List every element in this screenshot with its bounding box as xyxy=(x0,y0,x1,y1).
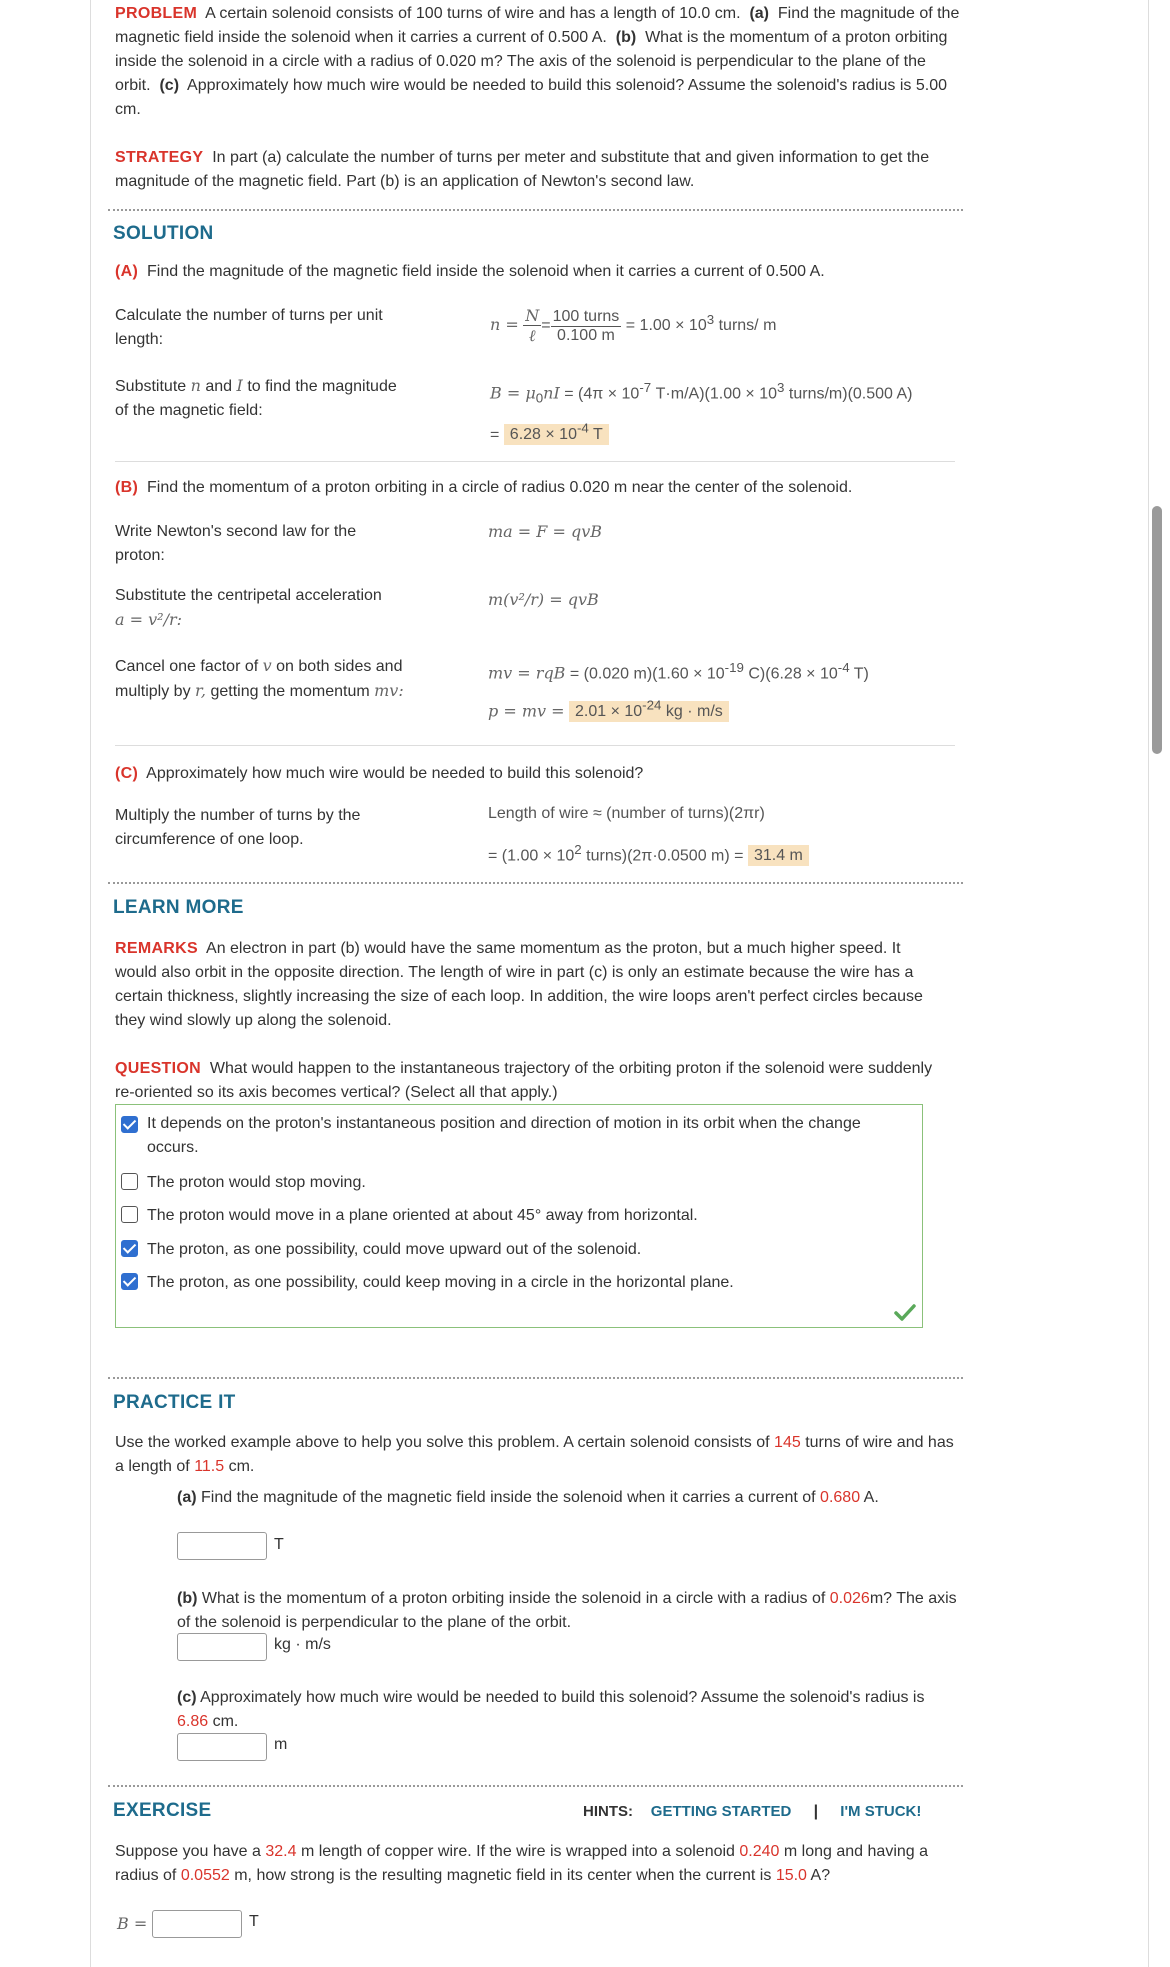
part-a-step2-equation xyxy=(490,380,913,406)
part-label: (b) xyxy=(177,1590,198,1607)
problem-a-label: (a) xyxy=(749,5,769,22)
divider xyxy=(115,461,955,462)
option-checkbox[interactable] xyxy=(121,1116,138,1133)
exercise-text xyxy=(115,1840,960,1888)
option-label[interactable]: It depends on the proton's instantaneous position and direction of motion in its orbit when the change occurs. xyxy=(147,1115,861,1156)
problem-b-label: (b) xyxy=(615,29,637,46)
part-label: (c) xyxy=(177,1689,197,1706)
text: What is the momentum of a proton orbiting inside the solenoid in a circle with a radius of xyxy=(201,1590,826,1607)
eq-lhs: n = xyxy=(490,315,519,335)
frac-den: 0.100 m xyxy=(557,326,615,344)
part-a-step2-text xyxy=(115,374,405,423)
text: turns of wire and has a length of xyxy=(115,1434,954,1475)
eq-sub: 0 xyxy=(535,390,544,406)
eq-exp: -19 xyxy=(724,660,744,675)
question-text: What would happen to the instantaneous trajectory of the orbiting proton if the solenoid were suddenly re-oriented so its axis becomes vertical? (Select all that apply.) xyxy=(115,1060,933,1101)
divider xyxy=(115,745,955,746)
hint-separator: | xyxy=(813,1803,819,1820)
problem-label: PROBLEM xyxy=(115,5,198,22)
practice-c-question xyxy=(177,1686,957,1734)
text: to find the magnitude of the magnetic field: xyxy=(115,378,397,419)
answer-value: 2.01 × 10 xyxy=(574,703,643,721)
value-radius: 0.026 xyxy=(829,1590,870,1607)
answer-unit: T xyxy=(592,426,603,444)
text: m, how strong is the resulting magnetic field in its center when the current is xyxy=(234,1867,772,1884)
value-radius: 0.0552 xyxy=(180,1867,230,1884)
part-a-step1-equation: n = $\frac{N}{\text{ℓ}}$ = $\frac{\text{100 turns}}{0.100 m}$ = $1.00 \times 10^3$ turns/ m xyxy=(490,306,777,345)
text: A. xyxy=(863,1489,879,1506)
remarks-label: REMARKS xyxy=(115,940,198,957)
remarks-section xyxy=(115,937,935,1033)
value-turns: 145 xyxy=(774,1434,801,1451)
strategy-label: STRATEGY xyxy=(115,149,204,166)
practice-intro xyxy=(115,1431,955,1479)
practice-a-question xyxy=(177,1486,957,1510)
option-label[interactable]: The proton would stop moving. xyxy=(147,1174,366,1191)
text: Use the worked example above to help you solve this problem. A certain solenoid consists of xyxy=(115,1434,770,1451)
page-frame-right xyxy=(1148,0,1149,1967)
answer-exp: -24 xyxy=(642,698,662,713)
hint-im-stuck-link[interactable]: I'M STUCK! xyxy=(840,1803,922,1820)
practice-a-answer-input[interactable] xyxy=(177,1532,267,1560)
eq-exp: -4 xyxy=(837,660,850,675)
solution-heading: SOLUTION xyxy=(113,223,214,244)
practice-b-question xyxy=(177,1587,957,1635)
part-a-title xyxy=(115,263,965,281)
eq-exp: -7 xyxy=(639,380,652,395)
eq-rhs: C)(6.28 × 10 xyxy=(748,665,838,683)
practice-a-unit: T xyxy=(274,1536,284,1553)
text: A? xyxy=(810,1867,831,1884)
practice-c-answer-input[interactable] xyxy=(177,1733,267,1761)
part-a-step1-text: Calculate the number of turns per unit length: xyxy=(115,307,383,348)
part-b-title xyxy=(115,479,965,497)
practice-c-unit: m xyxy=(274,1736,288,1753)
eq-lhs: B = μ xyxy=(490,383,536,403)
highlighted-answer xyxy=(504,421,609,445)
learn-more-heading: LEARN MORE xyxy=(113,897,244,918)
eq-lhs-b: nI xyxy=(543,383,560,403)
eq-rhs: T·m/A)(1.00 × 10 xyxy=(655,385,778,403)
exercise-answer-unit: T xyxy=(249,1913,259,1930)
divider xyxy=(108,209,963,211)
var-n: n xyxy=(190,376,201,395)
problem-c-text: Approximately how much wire would be needed to build this solenoid? Assume the solenoid's radius is 5.00 cm. xyxy=(115,77,947,118)
problem-intro: A certain solenoid consists of 100 turns of wire and has a length of 10.0 cm. xyxy=(205,5,741,22)
question-label: QUESTION xyxy=(115,1060,201,1077)
remarks-text: An electron in part (b) would have the same momentum as the proton, but a much higher speed. It would also orbit in the opposite direction. The length of wire in part (c) is only an estimate because the wire has a certain thickness, slightly increasing the size of each loop. In addition, the wire loops aren't perfect circles because they wind slowly up along the solenoid. xyxy=(115,940,923,1029)
eq-rhs: = (1.00 × 10 xyxy=(488,847,575,865)
problem-c-label: (c) xyxy=(159,77,180,94)
part-b-step3-equation2 xyxy=(488,698,729,721)
text: and xyxy=(205,378,233,395)
exercise-answer-label: B = xyxy=(117,1914,148,1933)
correct-check-icon xyxy=(894,1304,916,1322)
text: Find the magnitude of the magnetic field inside the solenoid when it carries a current of xyxy=(201,1489,816,1506)
part-c-equation1: Length of wire ≈ (number of turns)(2πr) xyxy=(488,805,765,822)
eq-lhs: mv = rqB xyxy=(488,663,566,683)
part-b-step2-text xyxy=(115,584,435,633)
part-b-step3-text xyxy=(115,654,405,704)
part-c-label: (C) xyxy=(115,765,139,782)
part-b-step1-equation: ma = F = qvB xyxy=(488,522,603,541)
text: m length of copper wire. If the wire is wrapped into a solenoid xyxy=(300,1843,735,1860)
frac-num: N xyxy=(525,306,540,325)
text: cm. xyxy=(212,1713,239,1730)
option-label[interactable]: The proton, as one possibility, could keep moving in a circle in the horizontal plane. xyxy=(147,1274,734,1291)
exercise-answer-input[interactable] xyxy=(152,1910,242,1938)
var-v: v xyxy=(262,656,272,675)
frac-den: ℓ xyxy=(528,326,536,345)
strategy-section xyxy=(115,146,960,194)
eq-exp: 3 xyxy=(706,311,715,327)
eq-lhs: p = mv = xyxy=(488,701,565,721)
eq-rhs: turns)(2π·0.0500 m) = xyxy=(586,847,744,865)
text: m long and having a radius of xyxy=(115,1843,929,1884)
var-i: I xyxy=(236,376,243,395)
answer-exp: -4 xyxy=(576,421,589,436)
hints-bar xyxy=(583,1803,921,1821)
hints-label: HINTS: xyxy=(583,1803,633,1820)
eq-exp: 3 xyxy=(777,380,785,395)
text: on both sides and multiply by xyxy=(115,658,403,700)
practice-b-answer-input[interactable] xyxy=(177,1633,267,1661)
option-label[interactable]: The proton, as one possibility, could move upward out of the solenoid. xyxy=(147,1241,642,1258)
text: cm. xyxy=(228,1458,255,1475)
eq-sign: = xyxy=(490,426,500,444)
part-c-equation2 xyxy=(488,842,809,865)
option-checkbox[interactable] xyxy=(121,1206,138,1223)
value-solenoid-length: 0.240 xyxy=(739,1843,780,1860)
option-label[interactable]: The proton would move in a plane oriented at about 45° away from horizontal. xyxy=(147,1207,698,1224)
text: Substitute the centripetal acceleration xyxy=(115,587,382,604)
part-b-step1-text: Write Newton's second law for the proton: xyxy=(115,523,357,564)
eq-rhs: T) xyxy=(853,665,869,683)
strategy-text: In part (a) calculate the number of turns per meter and substitute that and given information to get the magnitude of the magnetic field. Part (b) is an application of Newton's second law. xyxy=(115,149,930,190)
value-current: 0.680 xyxy=(820,1489,861,1506)
answer-value: 6.28 × 10 xyxy=(509,426,577,444)
highlighted-answer: 31.4 m xyxy=(748,845,809,866)
option-checkbox[interactable] xyxy=(121,1273,138,1290)
practice-b-unit: kg · m/s xyxy=(274,1636,331,1653)
fraction-turns-over-length xyxy=(551,308,622,345)
part-b-title-text: Find the momentum of a proton orbiting in a circle of radius 0.020 m near the center of the solenoid. xyxy=(147,479,853,496)
value-wire-length: 32.4 xyxy=(265,1843,297,1860)
problem-b-text: What is the momentum of a proton orbiting inside the solenoid in a circle with a radius of 0.020 m? The axis of the solenoid is perpendicular to the plane of the orbit. xyxy=(115,29,948,94)
part-c-title xyxy=(115,765,965,783)
part-c-step-text: Multiply the number of turns by the circumference of one loop. xyxy=(115,807,361,848)
eq-rhs: = (4π × 10 xyxy=(564,385,640,403)
value-radius: 6.86 xyxy=(177,1713,209,1730)
exercise-heading: EXERCISE xyxy=(113,1800,212,1821)
practice-heading: PRACTICE IT xyxy=(113,1392,236,1413)
scrollbar-thumb[interactable] xyxy=(1152,506,1162,754)
eq-rhs: = (0.020 m)(1.60 × 10 xyxy=(569,665,725,683)
hint-getting-started-link[interactable]: GETTING STARTED xyxy=(650,1803,792,1820)
frac-num: 100 turns xyxy=(552,307,620,325)
part-label: (a) xyxy=(177,1489,197,1506)
part-a-label: (A) xyxy=(115,263,139,280)
fraction-n-over-l xyxy=(523,306,541,346)
text: Cancel one factor of xyxy=(115,658,259,675)
problem-statement xyxy=(115,2,960,122)
answer-unit: kg · m/s xyxy=(665,703,723,721)
part-b-step2-equation: m(v²/r) = qvB xyxy=(488,590,599,609)
text: m? The axis of the solenoid is perpendicular to the plane of the orbit. xyxy=(177,1590,957,1631)
var-a: a = v²/r: xyxy=(115,610,182,629)
part-b-label: (B) xyxy=(115,479,139,496)
value-length: 11.5 xyxy=(194,1458,225,1475)
part-b-step3-equation1 xyxy=(488,660,869,683)
page-frame-left xyxy=(90,0,91,1967)
part-a-title-text: Find the magnitude of the magnetic field inside the solenoid when it carries a current of 0.500 A. xyxy=(147,263,825,280)
value-current: 15.0 xyxy=(775,1867,807,1884)
eq-unit: turns/ m xyxy=(718,317,777,335)
var-r: r, xyxy=(195,681,207,700)
part-c-title-text: Approximately how much wire would be needed to build this solenoid? xyxy=(146,765,644,782)
option-checkbox[interactable] xyxy=(121,1173,138,1190)
text: Substitute xyxy=(115,378,187,395)
text: Suppose you have a xyxy=(115,1843,261,1860)
part-a-result xyxy=(490,421,609,444)
eq-exp: 2 xyxy=(574,842,582,857)
eq-result: = 1.00 × 10 xyxy=(625,317,707,335)
problem-a-text: Find the magnitude of the magnetic field inside the solenoid when it carries a current of 0.500 A. xyxy=(115,5,960,46)
option-checkbox[interactable] xyxy=(121,1240,138,1257)
question-section xyxy=(115,1057,935,1105)
var-mv: mv: xyxy=(374,681,404,700)
divider xyxy=(108,882,963,884)
highlighted-answer xyxy=(569,698,729,722)
divider xyxy=(108,1785,963,1787)
text: Approximately how much wire would be needed to build this solenoid? Assume the solenoid's radius is xyxy=(200,1689,925,1706)
eq-rhs: turns/m)(0.500 A) xyxy=(788,385,913,403)
text: getting the momentum xyxy=(210,683,370,700)
divider xyxy=(108,1377,963,1379)
